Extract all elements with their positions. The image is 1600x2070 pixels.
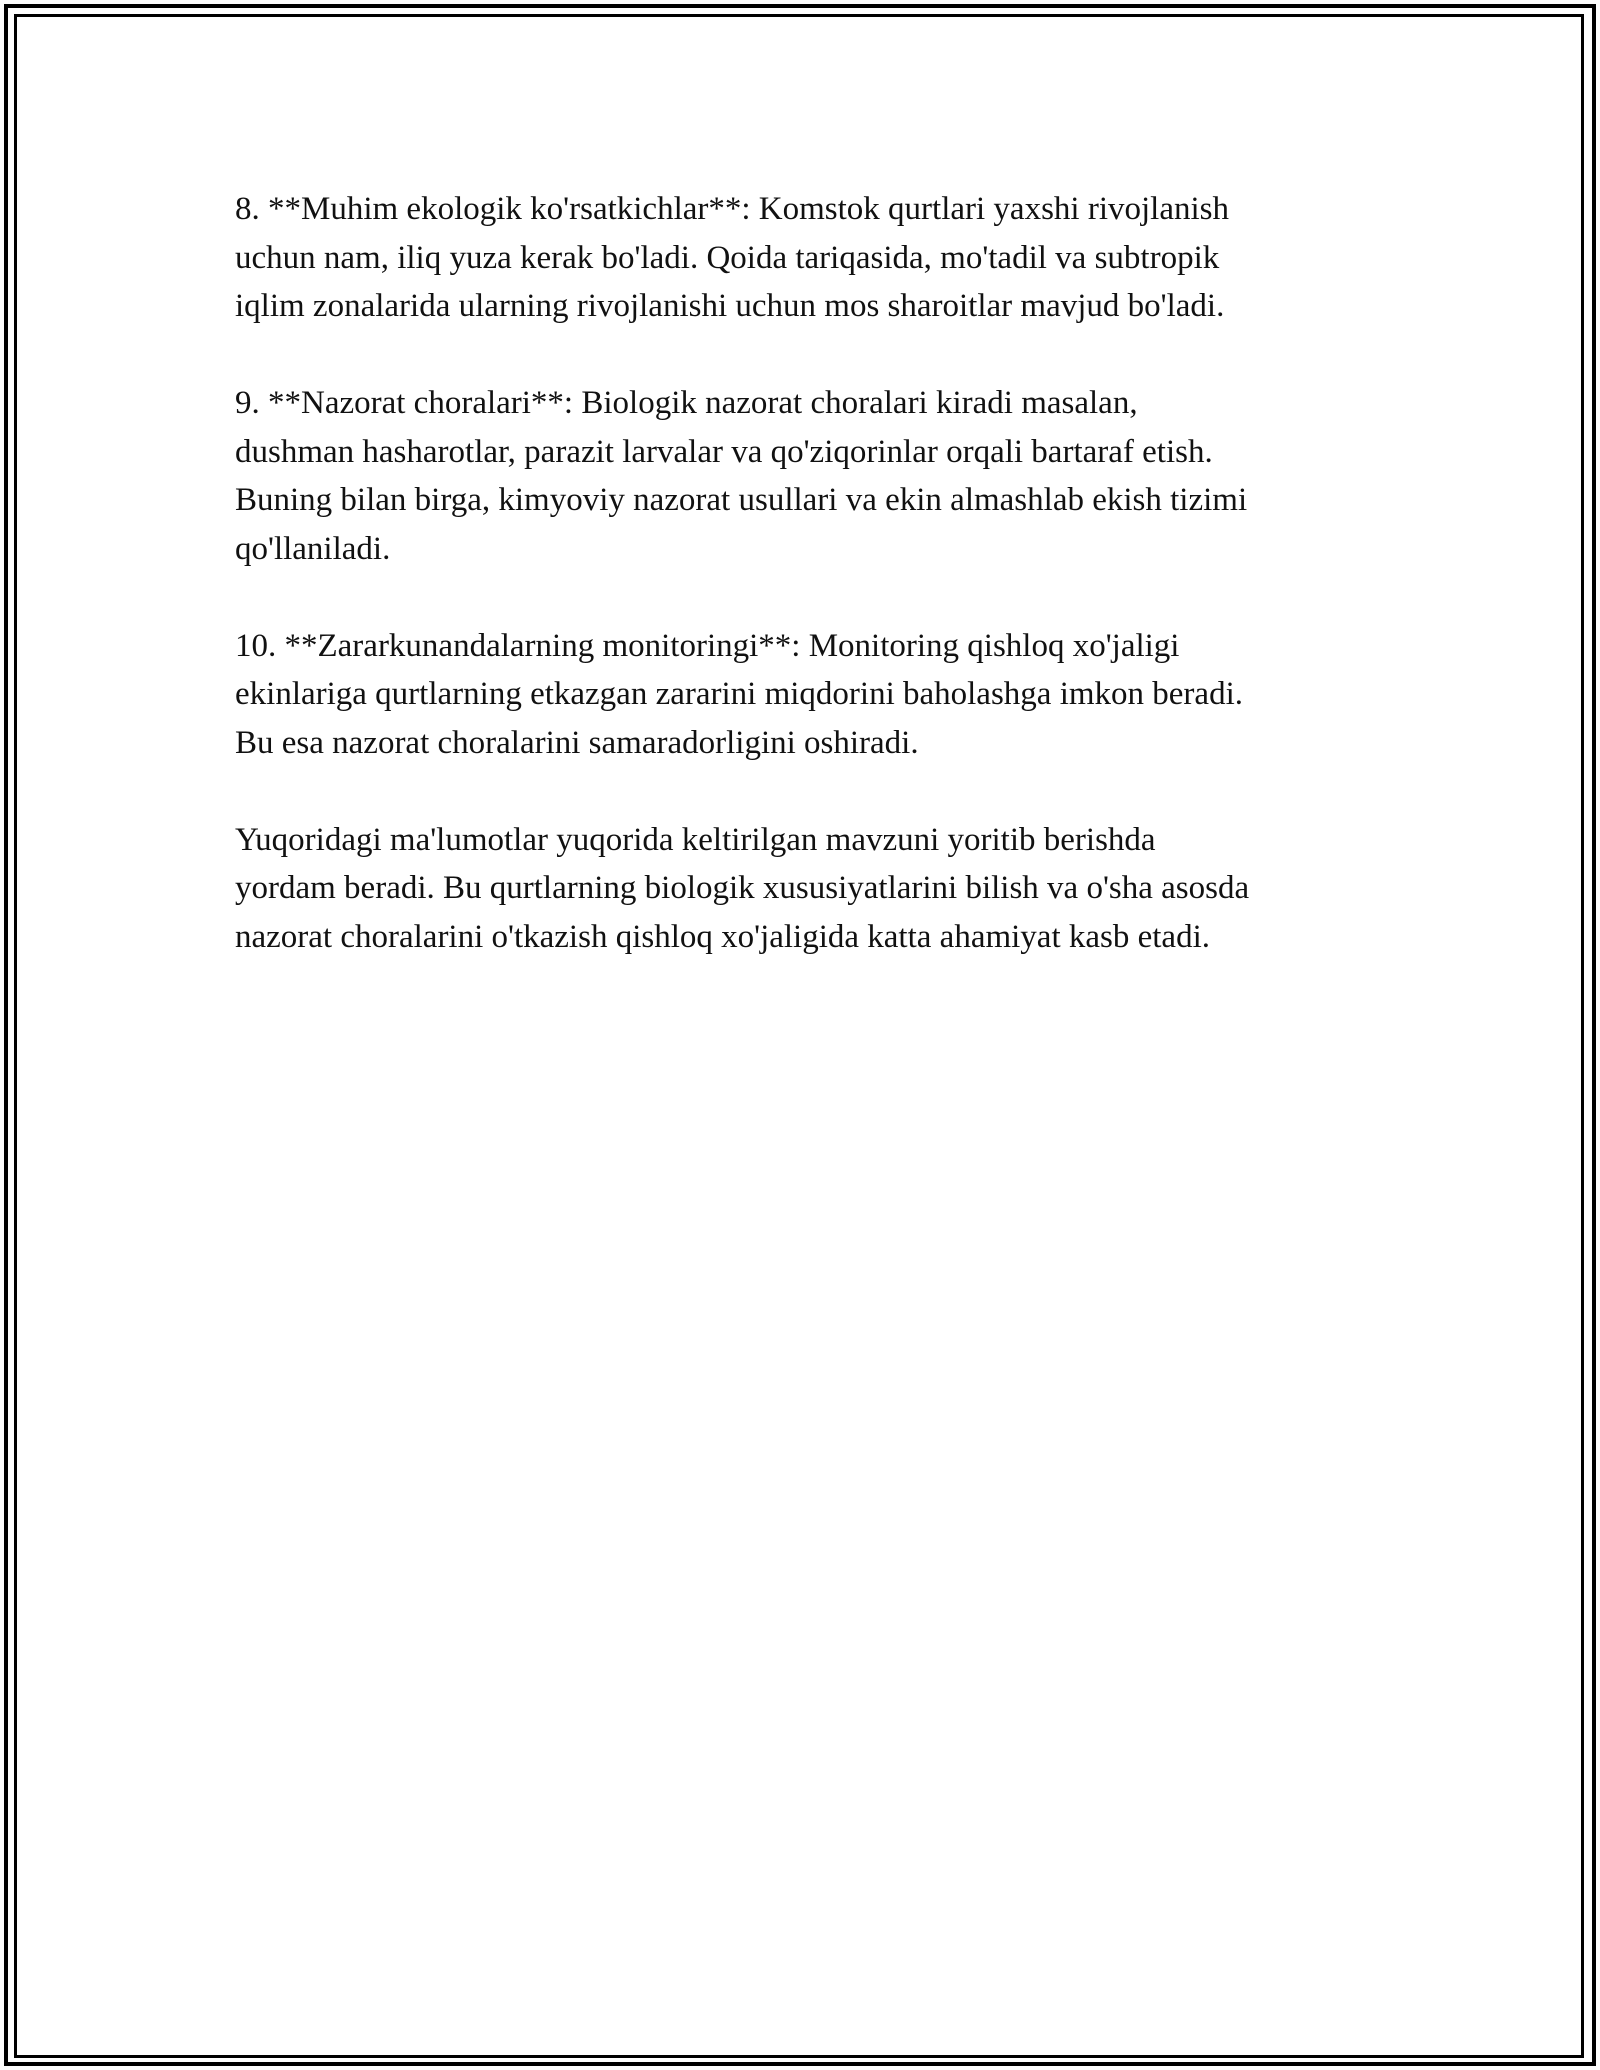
document-body: [235, 185, 1375, 1010]
paragraph-conclusion: Yuqoridagi ma'lumotlar yuqorida keltirilgan mavzuni yoritib berishda yordam beradi. Bu qurtlarning biologik xususiyatlarini bilish va o'sha asosda nazorat choralarini o'tkazish qishloq xo'jaligida katta ahamiyat kasb etadi.: [235, 821, 1250, 955]
paragraph-ecological-indicators: 8. **Muhim ekologik ko'rsatkichlar**: Komstok qurtlari yaxshi rivojlanish uchun nam, iliq yuza kerak bo'ladi. Qoida tariqasida, mo'tadil va subtropik iqlim zonalarida ularning rivojlanishi uchun mos sharoitlar mavjud bo'ladi.: [235, 191, 1229, 324]
paragraph-control-measures: 9. **Nazorat choralari**: Biologik nazorat choralari kiradi masalan, dushman hasharotlar, parazit larvalar va qo'ziqorinlar orqali bartaraf etish. Buning bilan birga, kimyoviy nazorat usullari va ekin almashlab ekish tizimi qo'llaniladi.: [235, 385, 1248, 567]
paragraph-pest-monitoring: 10. **Zararkunandalarning monitoringi**: Monitoring qishloq xo'jaligi ekinlariga qurtlarning etkazgan zararini miqdorini baholashga imkon beradi. Bu esa nazorat choralarini samaradorligini oshiradi.: [235, 627, 1243, 761]
